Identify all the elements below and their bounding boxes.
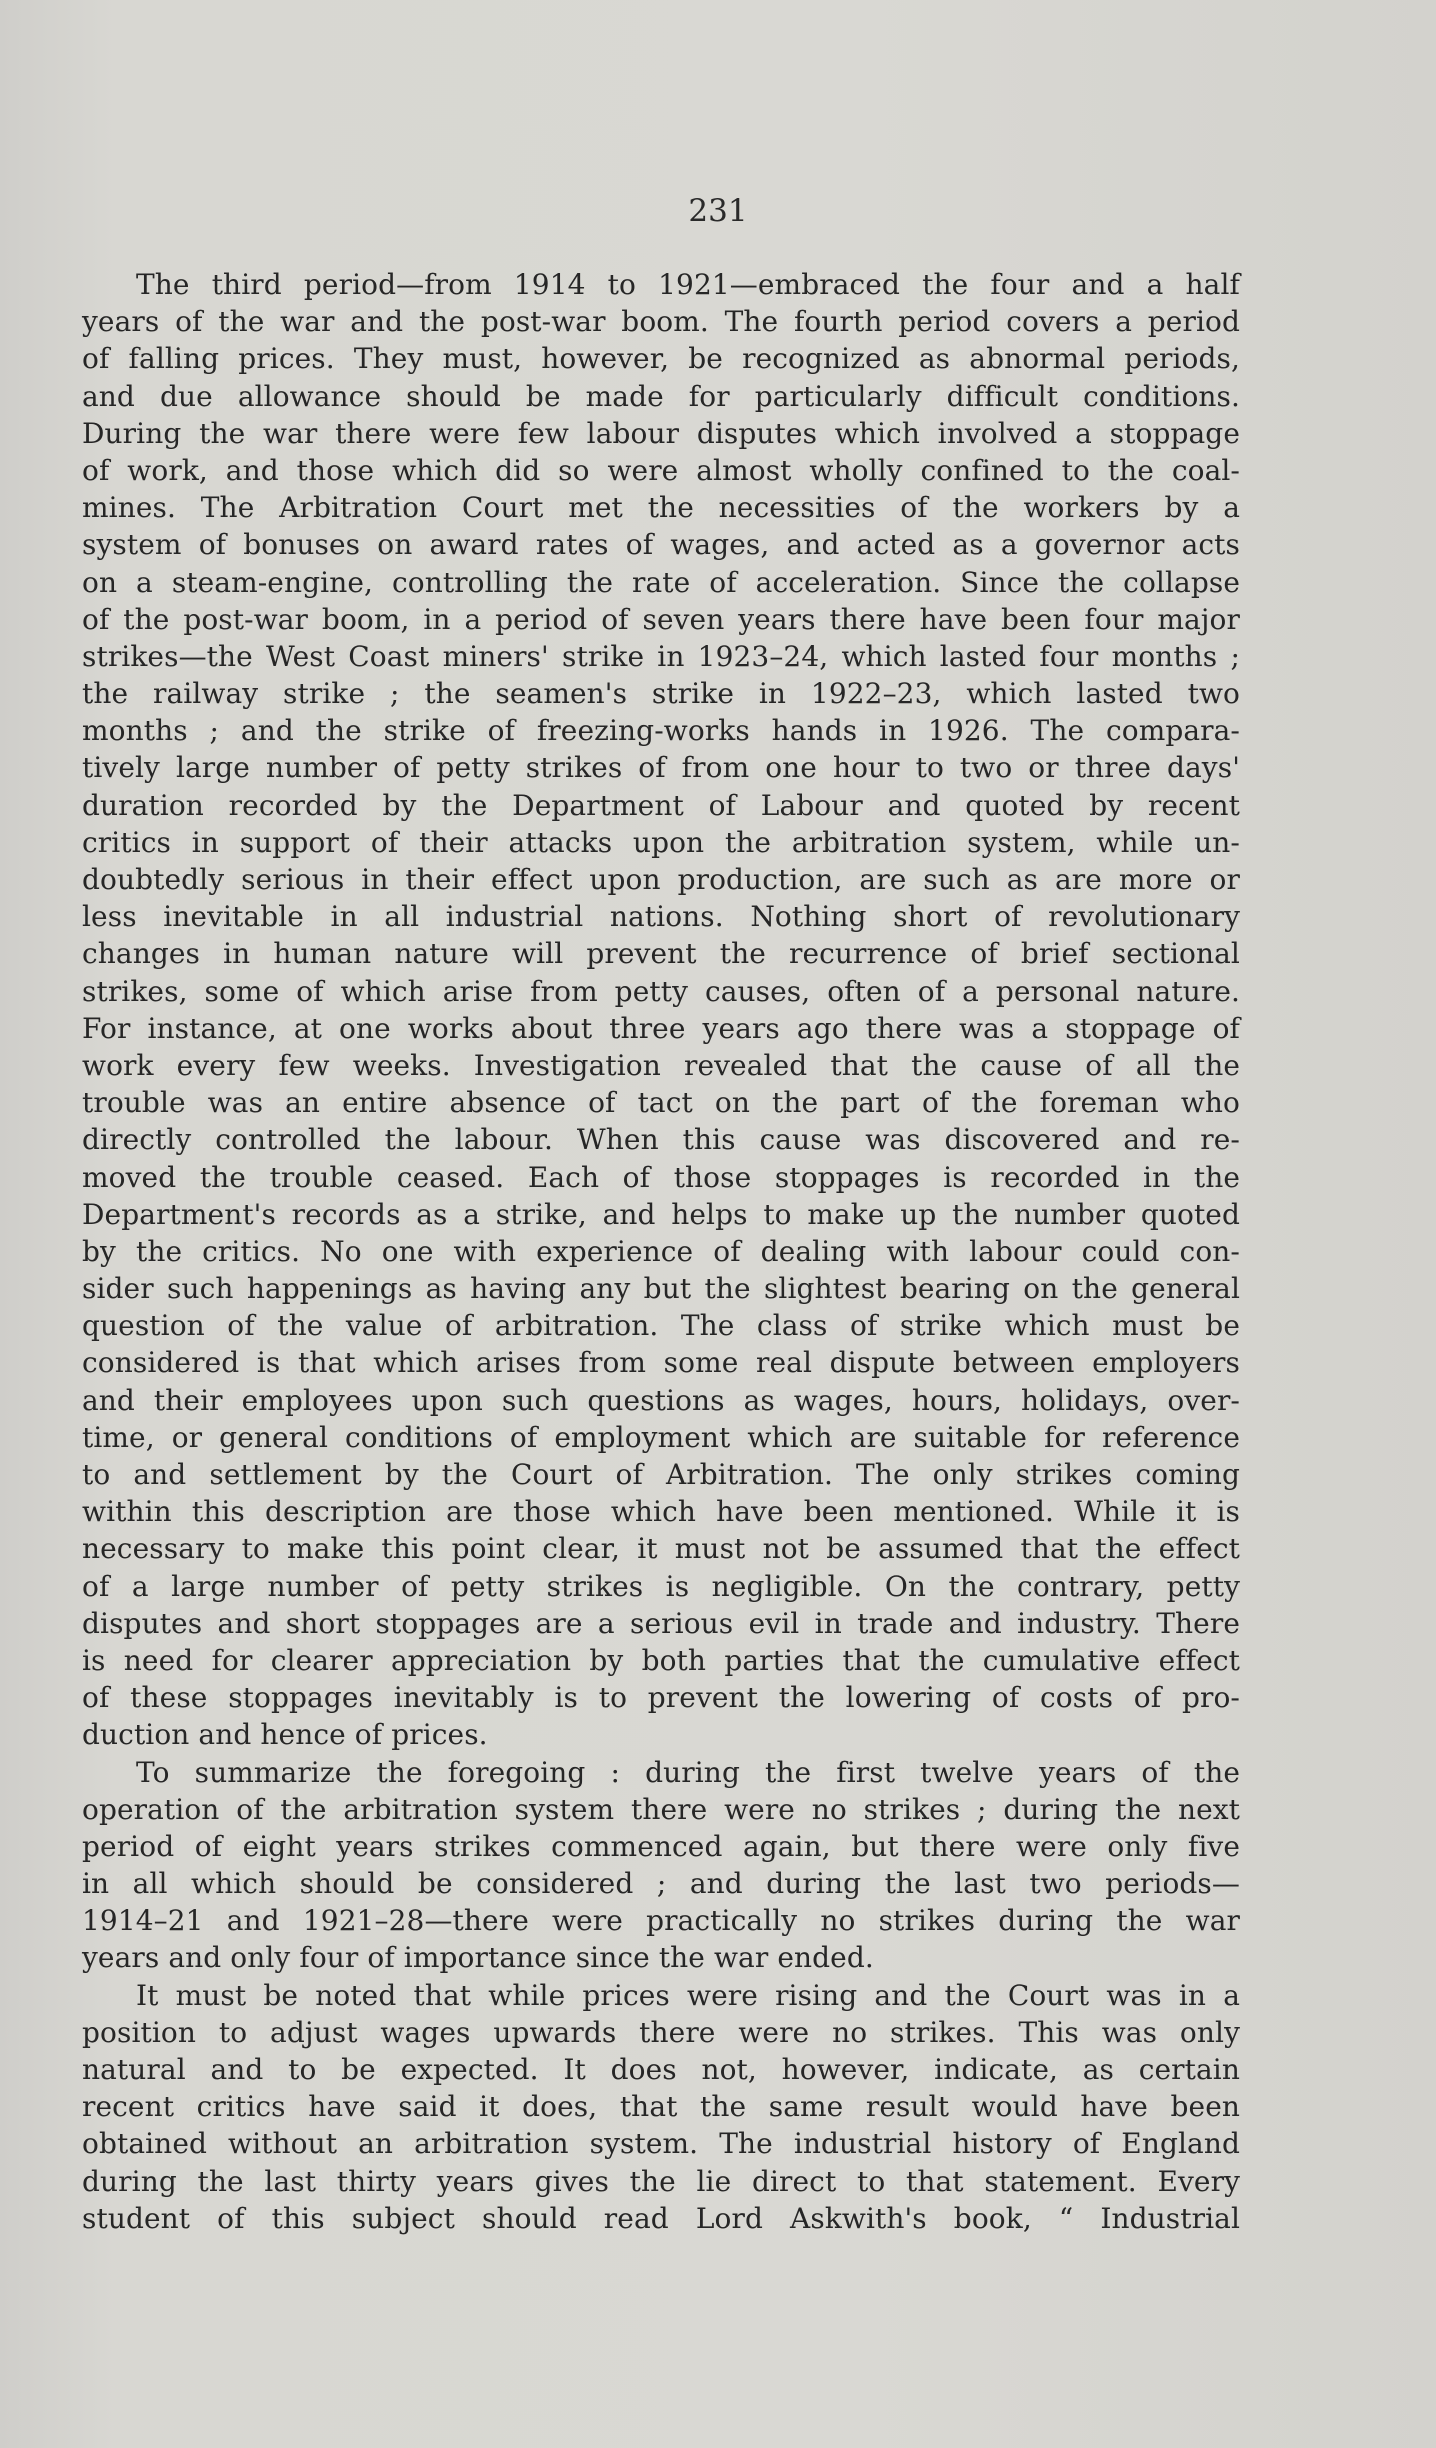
page-number: 231 [688, 193, 748, 229]
text-line: and due allowance should be made for particularly difficult conditions. [82, 379, 1240, 413]
text-line: less inevitable in all industrial nations. Nothing short of revolutionary [82, 900, 1240, 934]
text-line: strikes—the West Coast miners' strike in 1923–24, which lasted four months ; [82, 639, 1240, 673]
text-line: of work, and those which did so were almost wholly confined to the coal- [82, 453, 1240, 487]
text-line: moved the trouble ceased. Each of those stoppages is recorded in the [82, 1160, 1240, 1194]
text-line: of the post-war boom, in a period of seven years there have been four major [82, 602, 1240, 636]
text-line: within this description are those which have been mentioned. While it is [82, 1495, 1240, 1529]
text-line: by the critics. No one with experience of dealing with labour could con- [82, 1234, 1240, 1268]
text-line: strikes, some of which arise from petty causes, often of a personal nature. [82, 974, 1240, 1008]
text-line: work every few weeks. Investigation revealed that the cause of all the [82, 1048, 1240, 1082]
text-line: doubtedly serious in their effect upon production, are such as are more or [82, 863, 1240, 896]
text-line: 1914–21 and 1921–28—there were practically no strikes during the war [82, 1904, 1240, 1938]
text-line: position to adjust wages upwards there were no strikes. This was only [82, 2015, 1240, 2049]
text-line: The third period—from 1914 to 1921—embraced the four and a half [136, 268, 1240, 301]
text-line: mines. The Arbitration Court met the necessities of the workers by a [82, 491, 1240, 525]
text-line: of falling prices. They must, however, be recognized as abnormal periods, [82, 342, 1240, 376]
text-line: considered is that which arises from some real dispute between employers [82, 1346, 1240, 1380]
text-line: critics in support of their attacks upon the arbitration system, while un- [82, 825, 1240, 859]
text-line: of a large number of petty strikes is negligible. On the contrary, petty [82, 1569, 1240, 1603]
text-line: and their employees upon such questions as wages, hours, holidays, over- [82, 1383, 1240, 1417]
text-line: tively large number of petty strikes of from one hour to two or three days' [82, 751, 1240, 785]
text-line: duction and hence of prices. [82, 1718, 488, 1752]
text-line: obtained without an arbitration system. The industrial history of England [82, 2127, 1240, 2161]
text-line: period of eight years strikes commenced again, but there were only five [82, 1829, 1240, 1863]
body-text [82, 266, 1240, 2237]
text-line: on a steam-engine, controlling the rate of acceleration. Since the collapse [82, 565, 1240, 599]
text-line: is need for clearer appreciation by both parties that the cumulative effect [82, 1643, 1240, 1677]
text-line: months ; and the strike of freezing-works hands in 1926. The compara- [82, 714, 1240, 748]
text-line: the railway strike ; the seamen's strike in 1922–23, which lasted two [82, 677, 1240, 711]
text-line: natural and to be expected. It does not, however, indicate, as certain [82, 2053, 1240, 2086]
text-line: in all which should be considered ; and during the last two periods— [82, 1867, 1240, 1901]
text-line: Department's records as a strike, and helps to make up the number quoted [82, 1197, 1240, 1231]
text-line: necessary to make this point clear, it must not be assumed that the effect [82, 1532, 1240, 1566]
text-line: sider such happenings as having any but the slightest bearing on the general [82, 1272, 1240, 1306]
text-line: duration recorded by the Department of Labour and quoted by recent [82, 788, 1240, 822]
text-line: It must be noted that while prices were rising and the Court was in a [136, 1978, 1240, 2012]
text-line: operation of the arbitration system there were no strikes ; during the next [82, 1792, 1240, 1826]
text-line: To summarize the foregoing : during the first twelve years of the [136, 1755, 1240, 1789]
text-line: of these stoppages inevitably is to prevent the lowering of costs of pro- [82, 1681, 1240, 1715]
text-line: to and settlement by the Court of Arbitration. The only strikes coming [82, 1458, 1240, 1491]
text-line: directly controlled the labour. When this cause was discovered and re- [82, 1123, 1240, 1157]
text-line: system of bonuses on award rates of wages, and acted as a governor acts [82, 528, 1240, 562]
text-line: recent critics have said it does, that the same result would have been [82, 2090, 1240, 2124]
text-line: question of the value of arbitration. The class of strike which must be [82, 1309, 1240, 1343]
text-line: changes in human nature will prevent the recurrence of brief sectional [82, 937, 1240, 971]
text-line: trouble was an entire absence of tact on the part of the foreman who [82, 1086, 1240, 1120]
text-line: time, or general conditions of employment which are suitable for reference [82, 1420, 1240, 1454]
text-line: disputes and short stoppages are a serious evil in trade and industry. There [82, 1606, 1240, 1640]
text-line: years and only four of importance since the war ended. [82, 1941, 874, 1975]
text-line: years of the war and the post-war boom. The fourth period covers a period [82, 305, 1240, 339]
text-line: student of this subject should read Lord Askwith's book, “ Industrial [82, 2201, 1240, 2235]
text-line: For instance, at one works about three years ago there was a stoppage of [82, 1011, 1240, 1045]
text-line: During the war there were few labour disputes which involved a stoppage [82, 416, 1240, 450]
text-line: during the last thirty years gives the lie direct to that statement. Every [82, 2164, 1240, 2198]
